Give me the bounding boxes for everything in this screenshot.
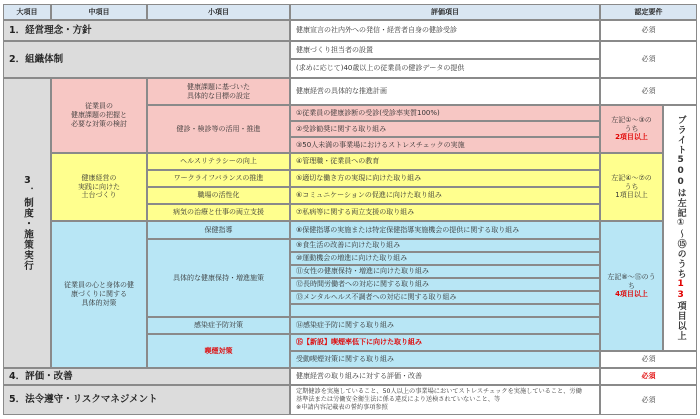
group2-req-line1: 左記④～⑦の bbox=[611, 173, 652, 182]
group3-eval-6: ⑬メンタルヘルス不調者への対応に関する取り組み bbox=[290, 291, 600, 304]
row1-requirement: 必須 bbox=[600, 20, 697, 41]
row2-evaluation-2: (求めに応じて)40歳以上の従業員の健診データの提供 bbox=[290, 59, 600, 78]
group1-small-1: 健康課題に基づいた 具体的な目標の設定 bbox=[147, 78, 290, 105]
group3-req bbox=[600, 221, 663, 351]
row4-category: 4．評価・改善 bbox=[3, 368, 290, 385]
group3-small-2: 具体的な健康保持・増進施策 bbox=[147, 239, 290, 317]
header-small: 小項目 bbox=[147, 4, 290, 20]
group2-small-1: ヘルスリテラシーの向上 bbox=[147, 153, 290, 170]
group1-eval-2: ①従業員の健康診断の受診(受診率実質100%) bbox=[290, 105, 600, 121]
group3-eval-9: 受動喫煙対策に関する取り組み bbox=[290, 351, 600, 368]
group1-req-1: 必須 bbox=[600, 78, 697, 105]
row2-requirement: 必須 bbox=[600, 41, 697, 78]
row2-category: 2．組織体制 bbox=[3, 41, 290, 78]
group2-eval-2: ⑤適切な働き方の実現に向けた取り組み bbox=[290, 170, 600, 187]
header-requirement: 認定要件 bbox=[600, 4, 697, 20]
row2-evaluation-1: 健康づくり担当者の設置 bbox=[290, 41, 600, 59]
group2-middle: 健康経営の 実践に向けた 土台づくり bbox=[51, 153, 147, 221]
group1-eval-3: ②受診勧奨に関する取り組み bbox=[290, 121, 600, 137]
row5-requirement: 必須 bbox=[600, 385, 697, 415]
group2-eval-4: ⑦私病等に関する両立支援の取り組み bbox=[290, 204, 600, 221]
row1-category: 1．経営理念・方針 bbox=[3, 20, 290, 41]
group2-small-2: ワークライフバランスの推進 bbox=[147, 170, 290, 187]
group1-eval-4: ③50人未満の事業場におけるストレスチェックの実施 bbox=[290, 137, 600, 153]
row1-evaluation: 健康宣言の社内外への発信・経営者自身の健診受診 bbox=[290, 20, 600, 41]
group1-req-2-line2: うち bbox=[624, 124, 639, 133]
group3-eval-1: ⑧保健指導の実施または特定保健指導実施機会の提供に関する取り組み bbox=[290, 221, 600, 239]
group3-eval-7: ⑭感染症予防に関する取り組み bbox=[290, 317, 600, 334]
group1-req-2-line3: 2項目以上 bbox=[615, 133, 648, 142]
group2-eval-3: ⑥コミュニケーションの促進に向けた取り組み bbox=[290, 187, 600, 204]
group3-small-3: 感染症予防対策 bbox=[147, 317, 290, 334]
group2-req-line2: うち bbox=[624, 182, 639, 191]
header-middle: 中項目 bbox=[51, 4, 147, 20]
group2-small-3: 職場の活性化 bbox=[147, 187, 290, 204]
group3-req-line2: ち bbox=[628, 281, 635, 290]
group3-eval-2: ⑨食生活の改善に向けた取り組み bbox=[290, 239, 600, 252]
row3-category: 3．制度・施策実行 bbox=[3, 78, 51, 368]
group2-small-4: 病気の治療と仕事の両立支援 bbox=[147, 204, 290, 221]
header-evaluation: 評価項目 bbox=[290, 4, 600, 20]
group3-small-1: 保健指導 bbox=[147, 221, 290, 239]
group1-eval-1: 健康経営の具体的な推進計画 bbox=[290, 78, 600, 105]
bright500-note-text: ブライト500は左記①～⑮のうち13項目以上 bbox=[675, 115, 686, 341]
group1-small-2: 健診・検診等の活用・推進 bbox=[147, 105, 290, 153]
group3-middle: 従業員の心と身体の健 康づくりに関する 具体的対策 bbox=[51, 221, 147, 368]
row4-requirement: 必須 bbox=[600, 368, 697, 385]
group3-eval-4: ⑪女性の健康保持・増進に向けた取り組み bbox=[290, 265, 600, 278]
bright500-count: 13 bbox=[675, 279, 686, 301]
group1-middle: 従業員の 健康課題の把握と 必要な対策の検討 bbox=[51, 78, 147, 153]
group3-eval-8: ⑮【新設】喫煙率低下に向けた取り組み bbox=[290, 334, 600, 351]
group1-req-2 bbox=[600, 105, 663, 153]
group3-eval-5: ⑫長時間労働者への対応に関する取り組み bbox=[290, 278, 600, 291]
group2-req bbox=[600, 153, 663, 221]
group3-small-4: 喫煙対策 bbox=[147, 334, 290, 368]
group3-req-must: 必須 bbox=[600, 351, 697, 368]
certification-requirements-table bbox=[3, 4, 697, 415]
group2-req-line3: 1項目以上 bbox=[615, 191, 648, 200]
group3-eval-3: ⑩運動機会の増進に向けた取り組み bbox=[290, 252, 600, 265]
bright500-note bbox=[663, 105, 697, 351]
group3-req-line1: 左記⑧～⑮のう bbox=[607, 272, 656, 281]
group2-eval-1: ④管理職・従業員への教育 bbox=[290, 153, 600, 170]
row4-evaluation: 健康経営の取り組みに対する評価・改善 bbox=[290, 368, 600, 385]
group3-req-line3: 4項目以上 bbox=[615, 290, 648, 299]
group3-eval-spacer bbox=[290, 304, 600, 317]
header-category: 大項目 bbox=[3, 4, 51, 20]
group1-req-2-line1: 左記①～③の bbox=[611, 115, 652, 124]
row5-evaluation: 定期健診を実施していること、50人以上の事業場においてストレスチェックを実施していること、労働 基準法または労働安全衛生法に係る違反により送検されていないこと、等 ※申請内容記載表の誓約事項参照 bbox=[290, 385, 600, 415]
row5-category: 5．法令遵守・リスクマネジメント bbox=[3, 385, 290, 415]
